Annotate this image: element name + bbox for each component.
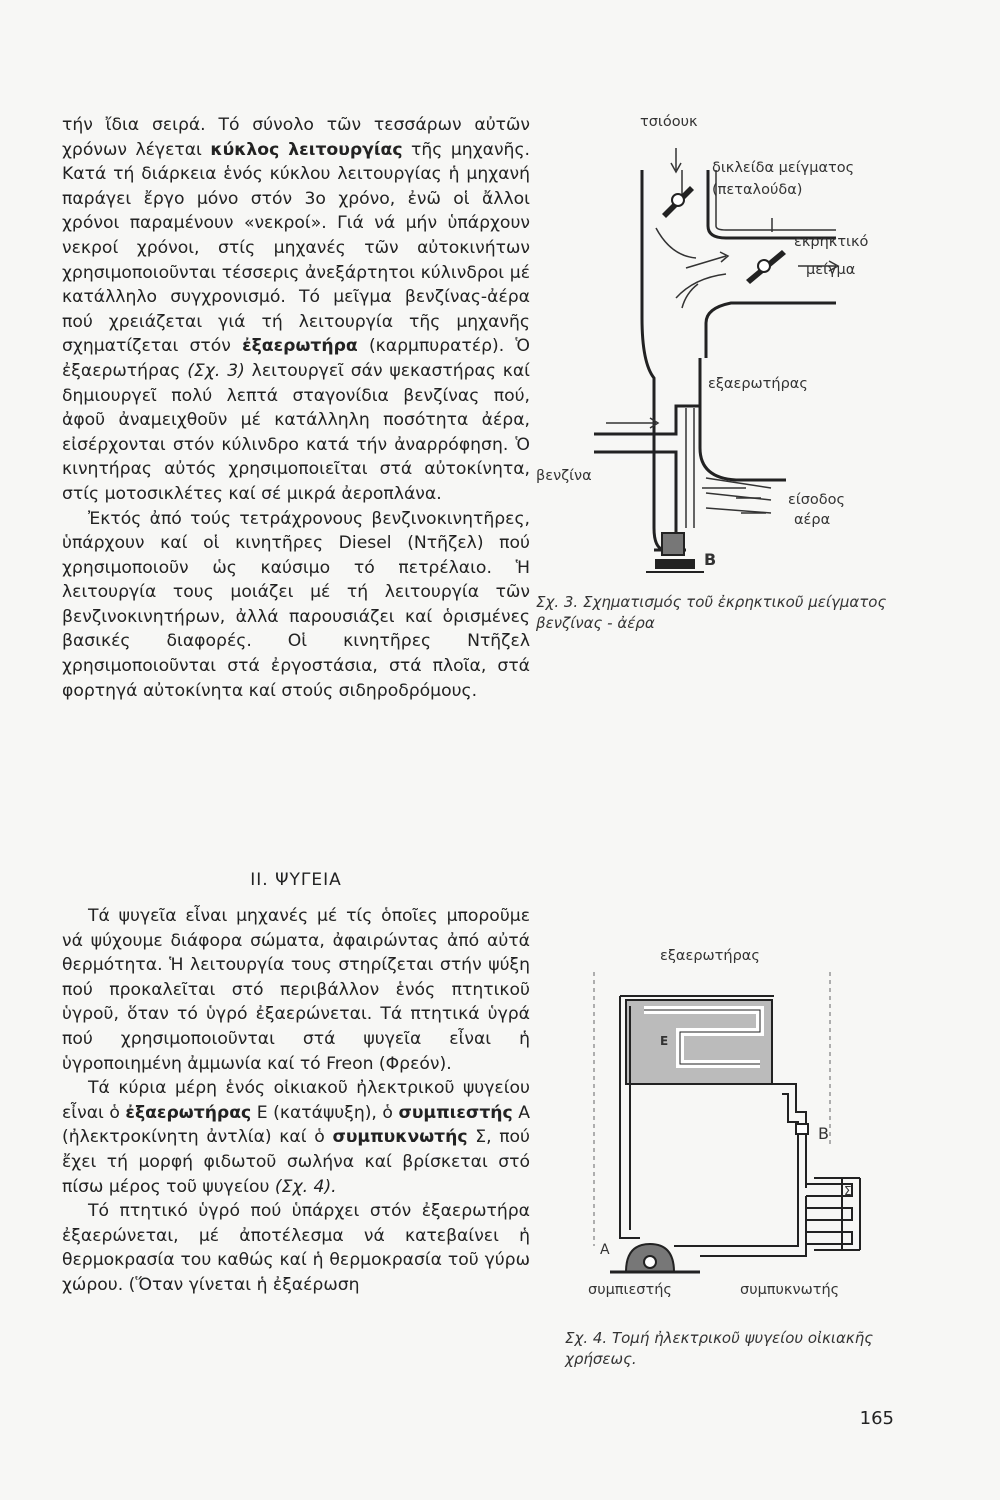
- label-butterfly-line2: (πεταλούδα): [712, 182, 803, 198]
- paragraph-cycle: [62, 113, 530, 703]
- paragraph-evaporation: Τό πτητικό ὑγρό πού ὑπάρχει στόν ἐξαερωτήρα ἐξαερώνεται, μέ ἀποτέλεσμα νά κατεβαίνει ἡ θερμοκρασία του καθώς καί ἡ θερμοκρασία τοῦ γύρω χώρου. (Ὅταν γίνεται ἡ ἐξαέρωση: [62, 1201, 530, 1295]
- label-fuel: βενζίνα: [536, 468, 592, 484]
- text-segment: Σ, πού ἔχει τή μορφή φιδωτοῦ σωλήνα καί βρίσκεται στό πίσω μέρος τοῦ ψυγείου: [62, 1127, 531, 1197]
- label-evaporator: εξαερωτήρας: [660, 948, 760, 964]
- term-operating-cycle: κύκλος λειτουργίας: [210, 139, 403, 160]
- label-e: Ε: [660, 1034, 669, 1048]
- label-sigma: Σ: [844, 1184, 852, 1198]
- label-butterfly-line1: δικλείδα μείγματος: [712, 160, 855, 176]
- refrigerator-diagram: [560, 946, 940, 1318]
- label-choke: τσιόουκ: [640, 114, 698, 130]
- section-heading: II. ΨΥΓΕΙΑ: [250, 870, 342, 890]
- label-air-line2: αέρα: [794, 512, 831, 528]
- paragraph-refrigerator-parts: [62, 1076, 530, 1199]
- text-segment: τῆς μηχανῆς. Κατά τή διάρκεια ἑνός κύκλου λειτουργίας ἡ μηχανή παράγει ἔργο μόνο στόν 3ο χρόνο, ἐνῶ οἱ ἄλλοι χρόνοι παραμένουν «νεκροί». Γιά νά μήν ὑπάρχουν νεκροί χρόνοι, στίς μηχανές τῶν αὐτοκινήτων χρησιμοποιοῦνται τέσσερις ἀνεξάρτητοι κύλινδροι μέ κατάλληλο συγχρονισμό. Τό μεῖγμα βενζίνας-ἀέρα πού χρειάζεται γιά τή λειτουργία τῆς μηχανῆς σχηματίζεται στόν: [62, 139, 530, 357]
- label-b: B: [704, 550, 717, 569]
- caption-figure3: Σχ. 3. Σχηματισμός τοῦ ἐκρηκτικοῦ μείγματος βενζίνας - ἀέρα: [536, 593, 887, 632]
- text-segment: Τά κύρια μέρη ἑνός οἰκιακοῦ ἠλεκτρικοῦ ψυγείου εἶναι ὁ: [62, 1078, 530, 1123]
- paragraph-refrigerator-intro: Τά ψυγεῖα εἶναι μηχανές μέ τίς ὁποῖες μποροῦμε νά ψύχουμε διάφορα σώματα, ἀφαιρώντας ἀπό αὐτά θερμότητα. Ἡ λειτουργία τους στηρίζεται στήν ψύξη πού προκαλεῖται στό περιβάλλον ἑνός πτητικοῦ ὑγροῦ, ὅταν τό ὑγρό ἐξαερώνεται. Τά πτητικά ὑγρά πού χρησιμοποιοῦνται στά ψυγεῖα εἶναι ἡ ὑγροποιημένη ἀμμωνία καί τό Freon (Φρεόν).: [62, 906, 530, 1074]
- label-a: Α: [600, 1242, 610, 1258]
- figure-refrigerator: [560, 946, 940, 1318]
- label-carburetor: εξαερωτήρας: [708, 376, 808, 392]
- figure-reference: (Σχ. 3): [187, 360, 245, 381]
- term-compressor: συμπιεστής: [398, 1102, 513, 1123]
- figure-carburetor: [536, 108, 956, 632]
- term-evaporator: ἐξαερωτήρας: [125, 1102, 252, 1123]
- caption-figure4: Σχ. 4. Τομή ἠλεκτρικοῦ ψυγείου οἰκιακῆς χρήσεως.: [565, 1329, 874, 1368]
- term-carburetor: ἐξαερωτήρα: [242, 336, 358, 357]
- text-segment: τήν ἴδια σειρά. Τό σύνολο τῶν τεσσάρων αὐτῶν χρόνων λέγεται: [62, 115, 530, 160]
- paragraph-diesel: Ἐκτός ἀπό τούς τετράχρονους βενζινοκινητῆρες, ὑπάρχουν καί οἱ κινητῆρες Diesel (Ντῆζελ) πού χρησιμοποιοῦν ὡς καύσιμο τό πετρέλαιο. Ἡ λειτουργία τους μοιάζει μέ τή λειτουργία τῶν βενζινοκινητήρων, ἀλλά παρουσιάζει καί ὁρισμένες βασικές διαφορές. Οἱ κινητῆρες Ντῆζελ χρησιμοποιοῦνται στά ἐργοστάσια, στά πλοῖα, στά φορτηγά αὐτοκίνητα καί στούς σιδηροδρόμους.: [62, 508, 530, 701]
- label-condenser: συμπυκνωτής: [740, 1282, 840, 1298]
- label-compressor: συμπιεστής: [588, 1282, 672, 1298]
- text-segment: Α (ἠλεκτροκίνητη ἀντλία) καί ὁ: [62, 1102, 530, 1148]
- label-mixture-line2: μείγμα: [806, 262, 856, 278]
- paragraph-refrigerators: [62, 904, 530, 1298]
- figure-reference: (Σχ. 4).: [274, 1176, 337, 1197]
- text-segment: λειτουργεῖ σάν ψεκαστήρας καί δημιουργεῖ πολύ λεπτά σταγονίδια βενζίνας πού, ἀφοῦ ἀναμειχθοῦν μέ κατάλληλη ποσότητα ἀέρα, εἰσέρχονται στόν κύλινδρο κατά τήν ἀναρρόφηση. Ὁ κινητήρας αὐτός χρησιμοποιεῖται στά αὐτοκίνητα, στίς μοτοσικλέτες καί σέ μικρά ἀεροπλάνα.: [62, 360, 530, 504]
- label-b: B: [818, 1124, 829, 1143]
- term-condenser: συμπυκνωτής: [332, 1127, 468, 1148]
- label-air-line1: είσοδος: [788, 492, 846, 508]
- text-segment: Ε (κατάψυξη), ὁ: [251, 1102, 399, 1123]
- text-segment: (καρμπυρατέρ). Ὁ ἐξαερωτήρας: [62, 336, 531, 381]
- page-number: 165: [859, 1408, 894, 1429]
- label-mixture-line1: εκρηκτικό: [794, 234, 869, 250]
